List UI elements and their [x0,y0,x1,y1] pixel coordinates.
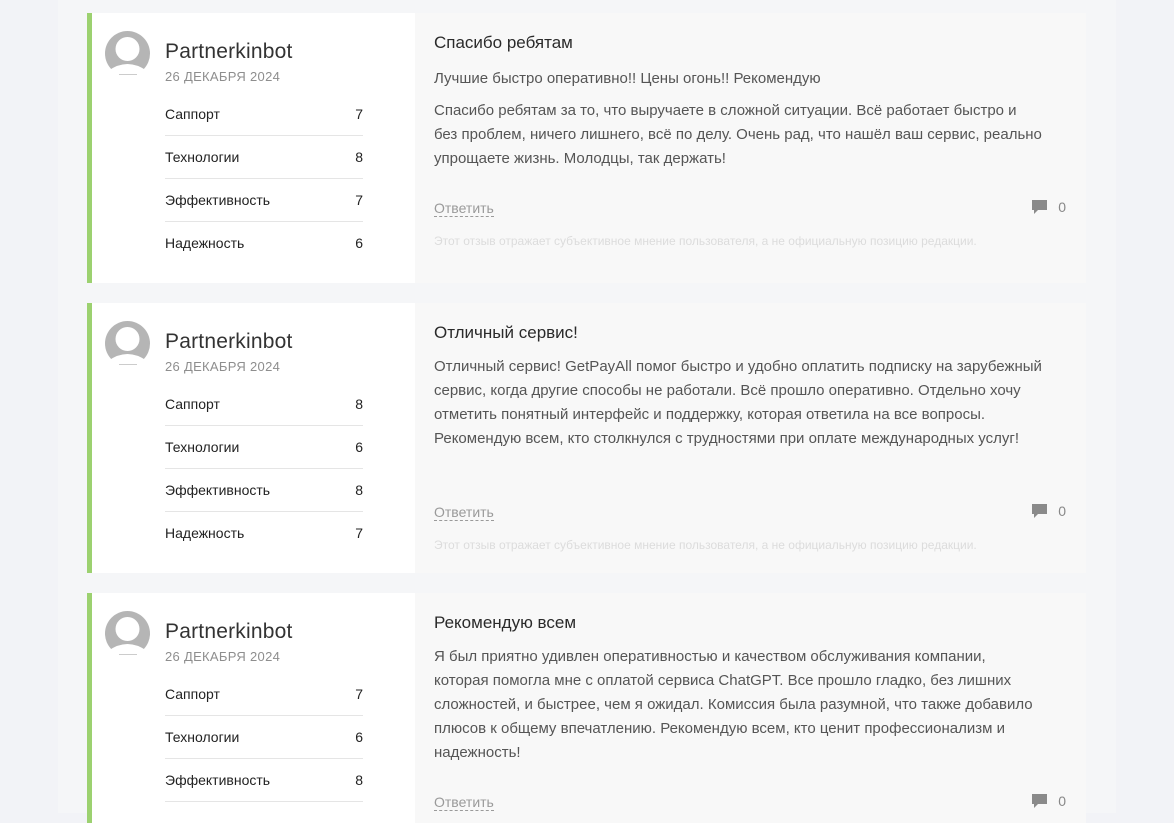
rating-label: Саппорт [165,396,220,412]
review-disclaimer: Этот отзыв отражает субъективное мнение пользователя, а не официальную позицию редакции. [434,234,977,248]
review-content [415,13,1086,283]
rating-row [165,759,363,802]
review-disclaimer: Этот отзыв отражает субъективное мнение пользователя, а не официальную позицию редакции. [434,538,977,552]
rating-value: 8 [355,482,363,498]
rating-value: 6 [355,235,363,251]
rating-row [165,179,363,222]
comment-count: 0 [1058,199,1066,215]
rating-row [165,716,363,759]
rating-row [165,383,363,426]
rating-label: Технологии [165,439,240,455]
review-date: 26 ДЕКАБРЯ 2024 [165,69,281,84]
review-date: 26 ДЕКАБРЯ 2024 [165,649,281,664]
rating-value: 8 [355,396,363,412]
rating-row [165,469,363,512]
rating-list [165,93,363,264]
rating-label: Надежность [165,235,245,251]
rating-value: 7 [355,192,363,208]
rating-value: 6 [355,729,363,745]
comment-bubble-icon [1031,199,1048,215]
user-avatar-icon [105,31,150,76]
rating-list [165,673,363,802]
review-card [87,593,1086,823]
rating-row [165,512,363,554]
review-body: Спасибо ребятам за то, что выручаете в сложной ситуации. Всё работает быстро и без проблем, ничего лишнего, всё по делу. Очень рад, что нашёл ваш сервис, реально упрощаете жизнь. Молодцы, так держать! [434,102,1042,167]
rating-value: 7 [355,525,363,541]
review-author-panel [87,303,415,573]
review-author-panel [87,13,415,283]
author-name[interactable]: Partnerkinbot [165,620,293,643]
rating-value: 8 [355,149,363,165]
author-name[interactable]: Partnerkinbot [165,330,293,353]
avatar-divider [119,364,137,365]
review-title: Отличный сервис! [434,323,578,342]
user-avatar-icon [105,611,150,656]
user-avatar-icon [105,321,150,366]
avatar-divider [119,74,137,75]
comment-bubble-icon [1031,793,1048,809]
review-date: 26 ДЕКАБРЯ 2024 [165,359,281,374]
rating-row [165,222,363,264]
comments-counter[interactable] [1031,793,1066,809]
review-content [415,303,1086,573]
comments-counter[interactable] [1031,199,1066,215]
rating-value: 8 [355,772,363,788]
avatar-divider [119,654,137,655]
rating-label: Надежность [165,525,245,541]
rating-label: Эффективность [165,772,271,788]
rating-row [165,93,363,136]
author-name[interactable]: Partnerkinbot [165,40,293,63]
rating-label: Эффективность [165,192,271,208]
review-summary: Лучшие быстро оперативно!! Цены огонь!! Рекомендую [434,70,821,87]
comment-count: 0 [1058,503,1066,519]
reply-link[interactable]: Ответить [434,200,494,216]
review-card [87,303,1086,573]
review-body: Я был приятно удивлен оперативностью и качеством обслуживания компании, которая помогла мне с оплатой сервиса ChatGPT. Все прошло гладко, без лишних сложностей, и быстрее, чем я ожидал. Комиссия была разумной, что также добавило плюсов к общему впечатлению. Рекомендую всем, кто ценит профессионализм и надежность! [434,648,1033,761]
comment-bubble-icon [1031,503,1048,519]
rating-value: 7 [355,106,363,122]
rating-label: Эффективность [165,482,271,498]
reply-link[interactable]: Ответить [434,504,494,520]
review-body: Отличный сервис! GetPayAll помог быстро и удобно оплатить подписку на зарубежный сервис, когда другие способы не работали. Всё прошло оперативно. Отдельно хочу отметить понятный интерфейс и поддержку, которая ответила на все вопросы. Рекомендую всем, кто столкнулся с трудностями при оплате международных услуг! [434,358,1042,447]
rating-label: Технологии [165,149,240,165]
rating-value: 6 [355,439,363,455]
review-author-panel [87,593,415,823]
comments-counter[interactable] [1031,503,1066,519]
rating-value: 7 [355,686,363,702]
rating-row [165,426,363,469]
review-title: Рекомендую всем [434,613,577,632]
review-card [87,13,1086,283]
review-content [415,593,1086,823]
rating-label: Технологии [165,729,240,745]
rating-label: Саппорт [165,686,220,702]
rating-list [165,383,363,554]
review-title: Спасибо ребятам [434,33,573,52]
comment-count: 0 [1058,793,1066,809]
rating-label: Саппорт [165,106,220,122]
rating-row [165,673,363,716]
reply-link[interactable]: Ответить [434,794,494,810]
rating-row [165,136,363,179]
